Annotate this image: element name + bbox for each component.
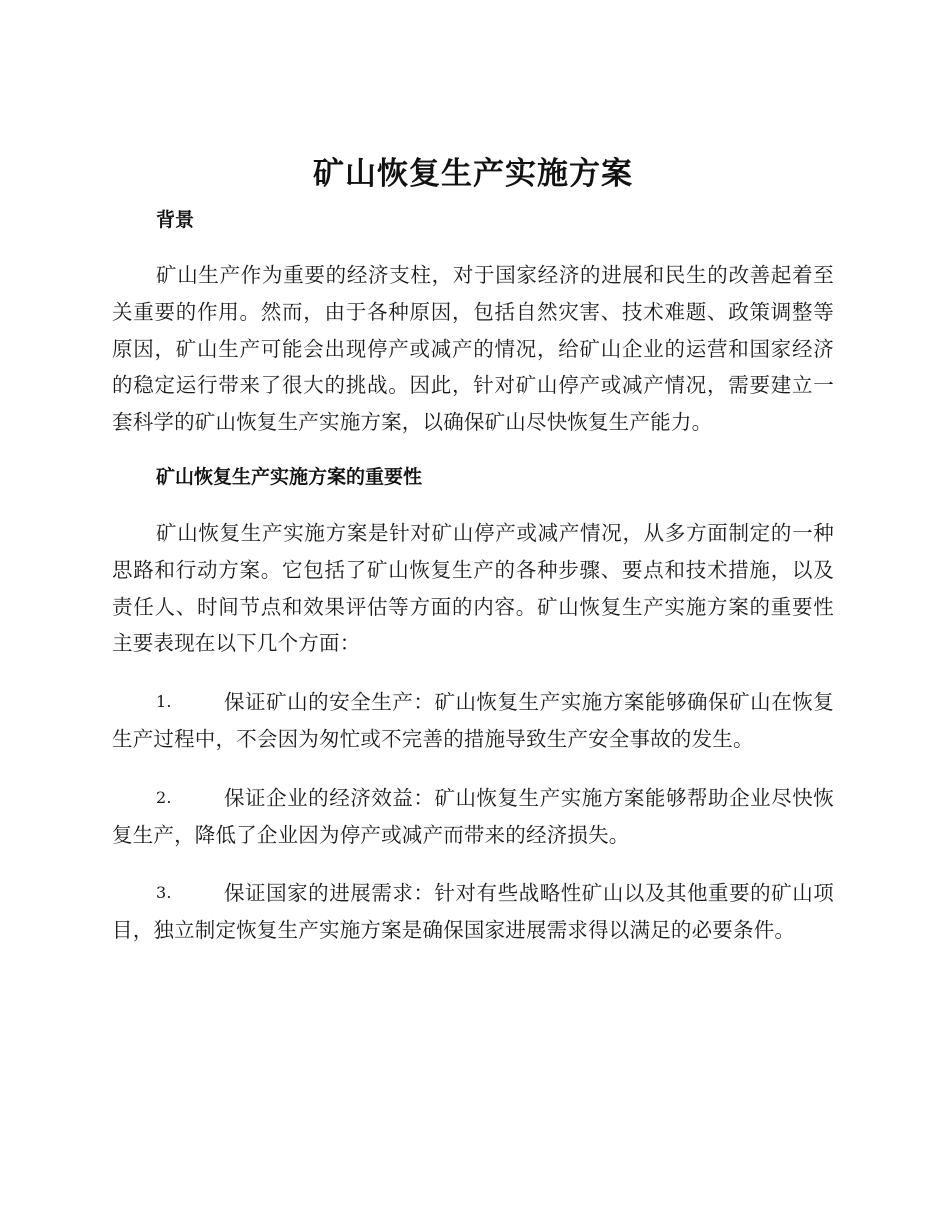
list-item-number: 2. — [156, 787, 172, 807]
section-heading-importance: 矿山恢复生产实施方案的重要性 — [156, 465, 423, 488]
list-item-number: 3. — [156, 883, 172, 903]
list-item-text: 保证企业的经济效益：矿山恢复生产实施方案能够帮助企业尽快恢复生产，降低了企业因为停产或减产而带来的经济损失。 — [112, 785, 834, 847]
list-item-text: 保证矿山的安全生产：矿山恢复生产实施方案能够确保矿山在恢复生产过程中，不会因为匆忙或不完善的措施导致生产安全事故的发生。 — [112, 690, 834, 751]
importance-list — [112, 684, 834, 949]
list-item-number: 1. — [156, 692, 172, 712]
list-item — [112, 780, 834, 854]
list-item — [112, 684, 834, 758]
list-item-text: 保证国家的进展需求：针对有些战略性矿山以及其他重要的矿山项目，独立制定恢复生产实施方案是确保国家进展需求得以满足的必要条件。 — [112, 881, 834, 943]
document-title: 矿山恢复生产实施方案 — [313, 156, 633, 192]
list-item — [112, 875, 834, 949]
section-heading-background: 背景 — [156, 209, 195, 231]
importance-paragraph: 矿山恢复生产实施方案是针对矿山停产或减产情况，从多方面制定的一种思路和行动方案。它包括了矿山恢复生产的各种步骤、要点和技术措施，以及责任人、时间节点和效果评估等方面的内容。矿山恢复生产实施方案的重要性主要表现在以下几个方面： — [112, 520, 834, 656]
background-paragraph: 矿山生产作为重要的经济支柱，对于国家经济的进展和民生的改善起着至关重要的作用。然而，由于各种原因，包括自然灾害、技术难题、政策调整等原因，矿山生产可能会出现停产或减产的情况，给矿山企业的运营和国家经济的稳定运行带来了很大的挑战。因此，针对矿山停产或减产情况，需要建立一套科学的矿山恢复生产实施方案，以确保矿山尽快恢复生产能力。 — [112, 263, 834, 435]
document-body — [112, 148, 834, 949]
